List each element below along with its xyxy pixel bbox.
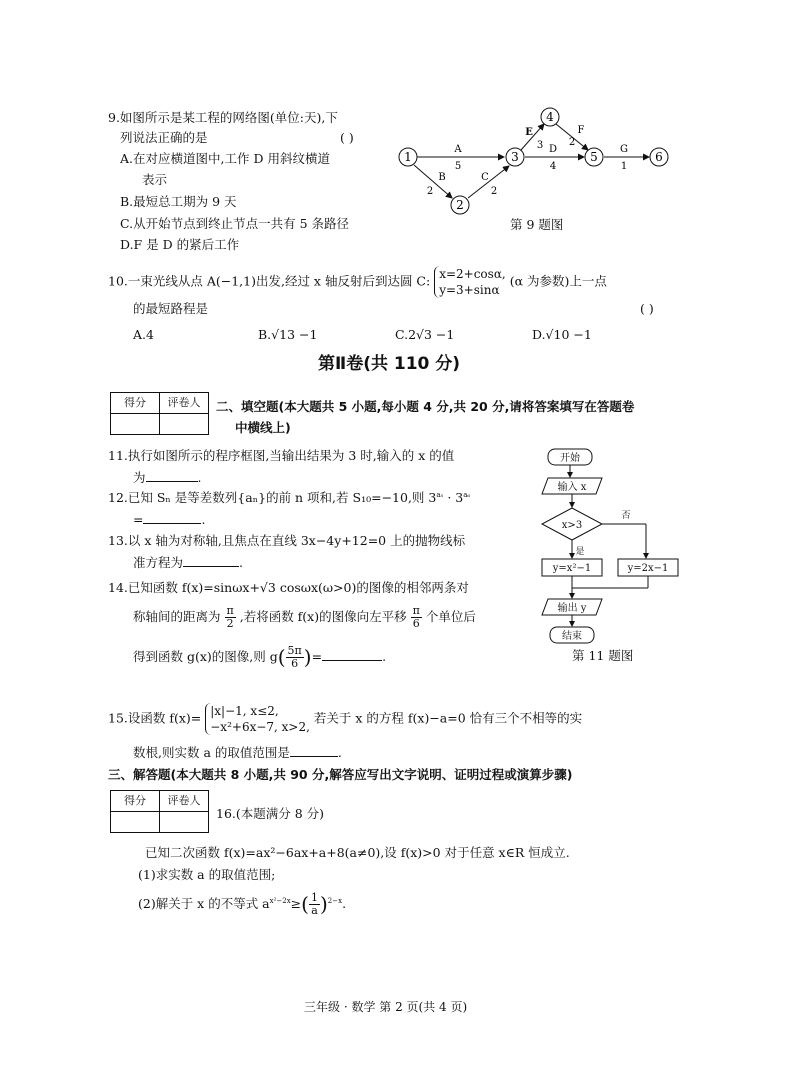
q16-header: 16.(本题满分 8 分): [216, 806, 325, 821]
q13-stem-text: 准方程为: [133, 555, 184, 570]
part2-title: 第Ⅱ卷(共 110 分): [318, 354, 461, 374]
q14-text-a: 称轴间的距离为: [133, 609, 221, 625]
node-6-label: 6: [655, 150, 663, 164]
edge-g-days: 1: [620, 161, 628, 172]
q15-text-post: 若关于 x 的方程 f(x)−a=0 恰有三个不相等的实: [313, 710, 583, 726]
q10-param-system: [434, 266, 506, 298]
q12-stem-line1: [108, 490, 470, 506]
q14-equals: =: [311, 649, 323, 665]
edge-a-days: 5: [454, 161, 462, 172]
q9-figure-caption: 第 9 题图: [510, 217, 564, 232]
frac-numerator: π: [226, 604, 234, 617]
node-5-label: 5: [590, 150, 598, 164]
q14-text-c: 个单位后: [425, 609, 476, 625]
q14-stem-line1: 14.已知函数 f(x)=sinωx+√3 cosωx(ω>0)的图像的相邻两条对: [108, 580, 469, 595]
q16-exp1: x²−2x: [269, 896, 291, 905]
q16-stem: 已知二次函数 f(x)=ax²−6ax+a+8(a≠0),设 f(x)>0 对于任意 x∈R 恒成立.: [145, 845, 570, 860]
q10-stem-line2: 的最短路程是: [133, 301, 209, 316]
q10-option-a: A.4: [133, 327, 154, 342]
q14-stem-line2: [133, 605, 476, 630]
q12-stem-line2: = .: [133, 512, 206, 527]
q14-stem-line3: 得到函数 g(x)的图像,则 g( $\frac{5\pi}{6}$ )= .: [133, 644, 387, 671]
q16-frac-1-a: [309, 892, 320, 917]
edge-f-name: F: [577, 125, 585, 136]
grader-label: 评卷人: [160, 791, 209, 812]
q13-answer-blank[interactable]: [183, 566, 239, 567]
q16-exp2: 2−x: [327, 896, 343, 905]
q9-option-b: B.最短总工期为 9 天: [120, 194, 237, 209]
q15-case1: |x|−1, x≤2,: [210, 704, 279, 718]
q12-dot: · 3: [443, 490, 464, 505]
edge-e-days: 3: [536, 140, 544, 151]
q10-option-c: C.2√3 −1: [395, 327, 455, 342]
q13-stem-line2: 准方程为 .: [133, 555, 243, 570]
flow-no-label: 否: [621, 511, 631, 521]
q16-part2: (2)解关于 x 的不等式 $a^{x^2-2x}\ge$( $\frac{1}{a}$ )$^{2-x}$.: [138, 891, 347, 918]
score-box-q16: [110, 790, 209, 833]
score-box-section2: [110, 392, 209, 435]
q15-case2: −x²+6x−7, x>2,: [210, 720, 310, 735]
edge-g-name: G: [620, 144, 628, 155]
q9-option-a: A.在对应横道图中,工作 D 用斜纹横道: [120, 151, 330, 166]
node-3-label: 3: [511, 150, 519, 164]
q9-network-diagram: [390, 100, 690, 220]
edge-c-days: 2: [490, 186, 498, 197]
section3-heading: 三、解答题(本大题共 8 小题,共 90 分,解答应写出文字说明、证明过程或演算步骤): [108, 767, 573, 782]
q11-stem-line2: [133, 470, 202, 486]
q11-flowchart: [536, 444, 696, 649]
q12-equals: =: [133, 512, 144, 527]
q12-exp2: a₆: [463, 490, 471, 499]
edge-d-name: D: [548, 144, 558, 155]
q14-answer-blank[interactable]: [322, 660, 382, 661]
q16-period: .: [342, 896, 347, 912]
frac-denominator: 2: [226, 617, 234, 631]
q10-param-y: y=3+sinα: [439, 283, 500, 298]
q9-stem-line1: 9.如图所示是某工程的网络图(单位:天),下: [108, 110, 338, 125]
q15-stem-line2: 数根,则实数 a 的取值范围是 .: [133, 745, 342, 760]
q12-exp1: a₅: [436, 490, 444, 499]
edge-e-name: E: [525, 127, 533, 138]
q14-text-b: ,若将函数 f(x)的图像向左平移: [239, 609, 407, 625]
grader-label: 评卷人: [160, 393, 209, 414]
q14-frac-5pi-6: [286, 645, 304, 670]
q15-stem-line1: [108, 703, 582, 735]
node-1-label: 1: [404, 150, 412, 164]
edge-b-name: B: [438, 172, 446, 183]
q11-answer-blank[interactable]: [146, 481, 198, 482]
frac-denominator: 6: [412, 617, 420, 631]
score-box-label: 得分: [111, 393, 160, 414]
flow-decision-label: x>3: [561, 520, 583, 531]
edge-f-days: 2: [568, 137, 576, 148]
frac-numerator: 5π: [287, 644, 302, 657]
flow-assign-yes-label: y=x²−1: [552, 563, 592, 574]
edge-b-days: 2: [426, 186, 434, 197]
q10-option-b: B.√13 −1: [258, 327, 318, 342]
q11-period: .: [197, 470, 202, 485]
q11-stem-text: 为: [133, 470, 146, 485]
q16-geq: ≥: [290, 896, 302, 912]
q13-stem-line1: 13.以 x 轴为对称轴,且焦点在直线 3x−4y+12=0 上的抛物线标: [108, 533, 466, 548]
section2-heading-cont: 中横线上): [235, 420, 291, 435]
frac-denominator: 6: [291, 657, 299, 671]
frac-denominator: a: [311, 904, 318, 918]
score-cell[interactable]: [111, 414, 160, 435]
node-2-label: 2: [456, 198, 464, 212]
score-box-label: 得分: [111, 791, 160, 812]
q10-answer-paren: ( ): [640, 301, 654, 316]
q10-param-x: x=2+cosα,: [439, 267, 506, 281]
q10-option-d: D.√10 −1: [532, 327, 592, 342]
q9-answer-paren: ( ): [340, 130, 354, 145]
flow-output-label: 输出 y: [557, 603, 587, 614]
q12-stem-text: 12.已知 Sₙ 是等差数列{aₙ}的前 n 项和,若 S₁₀=−10,则 3: [108, 490, 437, 505]
section2-heading: 二、填空题(本大题共 5 小题,每小题 4 分,共 20 分,请将答案填写在答题卷: [216, 399, 635, 414]
q14-text-d: 得到函数 g(x)的图像,则 g: [133, 649, 278, 665]
q16-part1: (1)求实数 a 的取值范围;: [138, 867, 276, 882]
q9-option-c: C.从开始节点到终止节点一共有 5 条路径: [120, 216, 349, 231]
q15-stem-text: 数根,则实数 a 的取值范围是: [133, 745, 290, 760]
q15-piecewise: [205, 703, 310, 735]
page-footer: 三年级 · 数学 第 2 页(共 4 页): [304, 1000, 468, 1014]
edge-a-name: A: [454, 144, 462, 155]
grader-cell[interactable]: [160, 812, 209, 833]
grader-cell[interactable]: [160, 414, 209, 435]
q14-frac-pi-6: [411, 605, 422, 630]
edge-c-name: C: [481, 172, 489, 183]
node-4-label: 4: [546, 110, 554, 124]
q15-answer-blank[interactable]: [290, 756, 338, 757]
q10-stem-text: 10.一束光线从点 A(−1,1)出发,经过 x 轴反射后到达圆 C:: [108, 273, 431, 289]
q11-stem-line1: 11.执行如图所示的程序框图,当输出结果为 3 时,输入的 x 的值: [108, 448, 455, 463]
q11-figure-caption: 第 11 题图: [572, 648, 634, 663]
q16-part2-text: (2)解关于 x 的不等式 a: [138, 896, 270, 912]
flow-end-label: 结束: [562, 631, 582, 642]
flow-yes-label: 是: [575, 547, 585, 557]
q9-stem-line2: 列说法正确的是: [120, 130, 208, 145]
score-cell[interactable]: [111, 812, 160, 833]
q14-frac-pi-2: [225, 605, 236, 630]
flow-start-label: 开始: [560, 453, 580, 464]
q15-text-pre: 15.设函数 f(x)=: [108, 710, 202, 726]
q10-stem-text-cont: (α 为参数)上一点: [509, 273, 607, 289]
q12-answer-blank[interactable]: [143, 523, 201, 524]
frac-numerator: π: [412, 604, 420, 617]
edge-d-days: 4: [549, 161, 557, 172]
flow-assign-no-label: y=2x−1: [627, 563, 669, 574]
q10-stem-line1: [108, 266, 607, 298]
q9-option-a-cont: 表示: [142, 172, 168, 187]
frac-numerator: 1: [310, 891, 318, 904]
flow-input-label: 输入 x: [557, 482, 587, 493]
q9-option-d: D.F 是 D 的紧后工作: [120, 237, 240, 252]
